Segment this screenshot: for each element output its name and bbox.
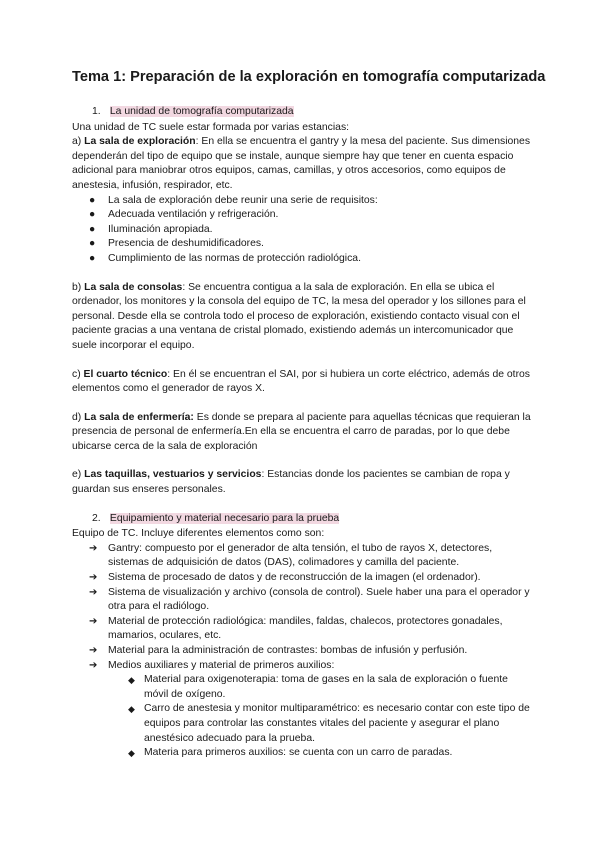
list-item-text: Medios auxiliares y material de primeros auxilios: [108,659,335,671]
list-item [72,194,532,209]
section-1-heading [92,105,532,120]
list-item-text: Sistema de visualización y archivo (consola de control). Suele haber una para el operador y otra para el radiólogo. [108,586,530,613]
bullet-icon: ● [89,209,96,221]
document-page [72,68,546,761]
section-2-title: Equipamiento y material necesario para la prueba [109,512,340,524]
paragraph-a-term: La sala de exploración [84,136,196,148]
paragraph-e-term: Las taquillas, vestuarios y servicios [84,469,262,481]
paragraph-e-prefix: e) [72,469,85,481]
paragraph-d-term: La sala de enfermería: [84,411,194,423]
list-item-text: Material para la administración de contrastes: bombas de infusión y perfusión. [108,645,468,656]
list-item [72,673,532,702]
paragraph-d-text: Es donde se prepara al paciente para aquellas técnicas que requieran la presencia de personal de enfermería.En ella se encuentra el carro de paradas, por lo que debe ubicarse cerca de la sala de exploración [72,411,531,452]
paragraph-c [72,368,532,397]
list-item [72,644,532,659]
list-item [72,237,532,252]
list-item [72,746,532,761]
list-item-text: Presencia de deshumidificadores. [108,238,264,250]
section-2-number: 2. [92,512,101,524]
list-item-text: Material de protección radiológica: mandiles, faldas, chalecos, protectores gonadales, mamarios, oculares, etc. [108,615,503,642]
paragraph-b-text: : Se encuentra contigua a la sala de exploración. En ella se ubica el ordenador, los monitores y la consola del equipo de TC, la mesa del operador y los sillones para el personal. Desde ella se controla todo el proceso de exploración, existiendo contacto visual con el paciente gracias a una ventana de cristal plomado, existiendo además un intercomunicador que suele incorporar el equipo. [72,281,526,351]
arrow-icon: ➔ [89,615,98,627]
paragraph-a-prefix: a) [72,136,85,148]
list-item [72,702,532,746]
paragraph-c-prefix: c) [72,368,84,380]
list-item [72,586,532,615]
list-item-text: Gantry: compuesto por el generador de alta tensión, el tubo de rayos X, detectores, sistemas de adquisición de datos (DAS), colimadores y camilla del paciente. [108,542,493,569]
arrow-icon: ➔ [89,586,98,598]
section-1-number: 1. [92,106,101,117]
paragraph-d [72,411,532,455]
list-item-text: Carro de anestesia y monitor multiparamétrico: es necesario contar con este tipo de equipos para controlar las constantes vitales del paciente y asegurar el plano anestésico adecuado para la prueba. [144,703,530,744]
section-1-intro: Una unidad de TC suele estar formada por varias estancias: [72,121,350,133]
paragraph-b-prefix: b) [72,281,85,293]
list-item [72,615,532,644]
requirements-list [72,194,532,267]
paragraph-a [72,135,532,193]
paragraph-c-text: : En él se encuentran el SAI, por si hubiera un corte eléctrico, además de otros elementos como el generador de rayos X. [72,368,530,395]
bullet-icon: ● [89,194,96,206]
list-item [72,252,532,267]
section-2-intro: Equipo de TC. Incluye diferentes elementos como son: [72,528,325,540]
paragraph-e [72,468,532,497]
bullet-icon: ● [89,223,96,235]
paragraph-b-term: La sala de consolas [84,281,183,293]
paragraph-d-prefix: d) [72,411,85,423]
paragraph-a-text: : En ella se encuentra el gantry y la mesa del paciente. Sus dimensiones dependerán del tipo de equipo que se instale, aunque siempre hay que tener en cuenta espacio adicional para maniobrar otros equipos, camas, camillas, y otros accesorios, como equipos de anestesia, infusión, respirador, etc. [72,136,531,191]
list-item-text: Cumplimiento de las normas de protección radiológica. [108,252,361,264]
document-title: Tema 1: Preparación de la exploración en tomografía computarizada [72,69,546,85]
list-item [72,223,532,238]
paragraph-b [72,281,532,354]
diamond-icon: ◆ [128,748,135,759]
list-item-text: Iluminación apropiada. [108,223,213,235]
diamond-icon: ◆ [128,675,135,686]
list-item [72,571,532,586]
auxiliary-sublist [72,673,532,761]
arrow-icon: ➔ [89,542,98,554]
list-item-text: Materia para primeros auxilios: se cuenta con un carro de paradas. [144,747,453,759]
list-item [72,208,532,223]
list-item-text: Adecuada ventilación y refrigeración. [108,209,279,221]
paragraph-e-text: : Estancias donde los pacientes se cambian de ropa y guardan sus enseres personales. [72,469,510,496]
section-2-heading [92,512,532,527]
list-item [72,659,532,674]
bullet-icon: ● [89,238,96,250]
list-item-text: La sala de exploración debe reunir una serie de requisitos: [108,194,378,206]
diamond-icon: ◆ [128,704,135,715]
list-item-text: Material para oxigenoterapia: toma de gases en la sala de exploración o fuente móvil de oxígeno. [144,674,508,700]
list-item [72,542,532,571]
section-1-title: La unidad de tomografía computarizada [109,106,294,117]
equipment-list [72,542,532,673]
arrow-icon: ➔ [89,659,98,671]
arrow-icon: ➔ [89,645,98,656]
arrow-icon: ➔ [89,572,98,584]
bullet-icon: ● [89,252,96,264]
paragraph-c-term: El cuarto técnico [83,368,168,380]
list-item-text: Sistema de procesado de datos y de reconstrucción de la imagen (el ordenador). [108,572,481,584]
